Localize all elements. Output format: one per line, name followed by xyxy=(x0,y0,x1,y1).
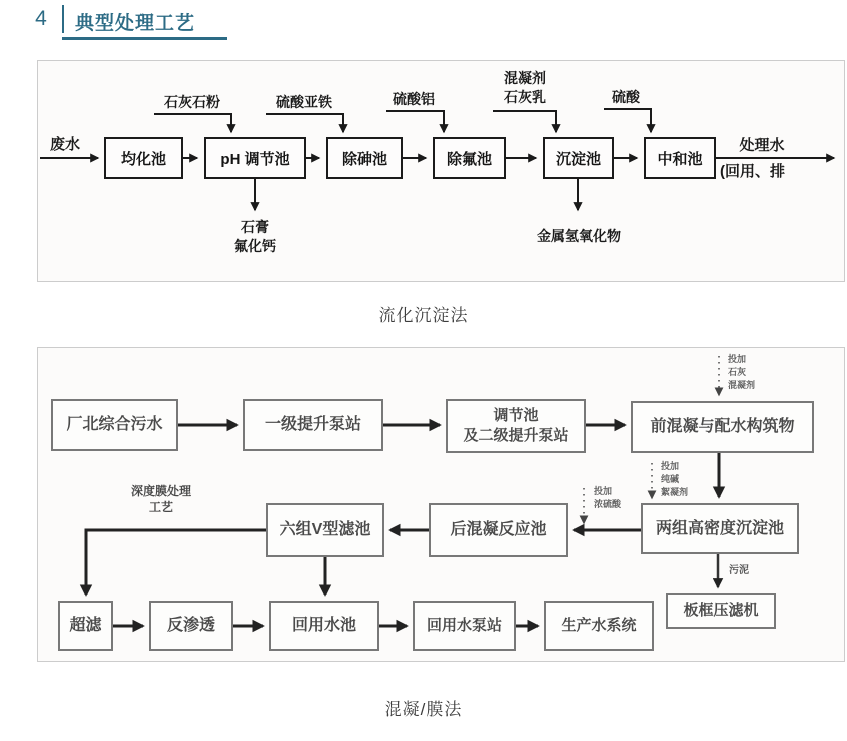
process-box-production-water-system: 生产水系统 xyxy=(544,601,654,651)
process-box-post-coagulation: 后混凝反应池 xyxy=(429,503,568,557)
note-dose-lime-coagulant xyxy=(728,353,755,392)
process-box-high-density-sedimentation: 两组高密度沉淀池 xyxy=(641,503,799,554)
process-box-ph-adjustment-tank: pH 调节池 xyxy=(204,137,306,179)
feed-line-ferrous-sulfate xyxy=(266,114,343,132)
note-dose2-line1: 投加 xyxy=(661,461,680,471)
note-dose2-line2: 纯碱 xyxy=(661,474,680,484)
process-box-fluoride-removal-tank: 除氟池 xyxy=(433,137,506,179)
process-box-reverse-osmosis: 反渗透 xyxy=(149,601,233,651)
label-metal-hydroxide: 金属氢氧化物 xyxy=(537,228,621,244)
feed-line-limestone xyxy=(154,114,231,132)
process-box-v-type-filter: 六组V型滤池 xyxy=(266,503,384,557)
note-dose1-line2: 石灰 xyxy=(728,367,747,377)
header-underline xyxy=(62,37,227,40)
label-lime-milk-line2: 石灰乳 xyxy=(504,89,546,105)
caption-coagulation-membrane: 混凝/膜法 xyxy=(384,700,463,719)
note-dose2-line3: 絮凝剂 xyxy=(661,487,689,497)
label-reuse-discharge: (回用、排 xyxy=(720,163,785,180)
caption-fluidized-sedimentation: 流化沉淀法 xyxy=(378,306,469,325)
label-gypsum-line1: 石膏 xyxy=(241,219,269,235)
process-box-ultrafiltration: 超滤 xyxy=(58,601,113,651)
label-coagulant-line1: 混凝剂 xyxy=(504,70,546,86)
feed-line-coagulant-lime xyxy=(493,111,556,132)
label-ferrous-sulfate: 硫酸亚铁 xyxy=(276,94,332,110)
process-box-neutralization-tank: 中和池 xyxy=(644,137,716,179)
feed-line-aluminum-sulfate xyxy=(386,111,444,132)
regulating-tank-line2: 及二级提升泵站 xyxy=(463,427,569,444)
process-box-filter-press: 板框压滤机 xyxy=(666,593,776,629)
note-dose1-line1: 投加 xyxy=(728,354,747,364)
process-box-arsenic-removal-tank: 除砷池 xyxy=(326,137,403,179)
membrane-label-line1: 深度膜处理 xyxy=(130,484,191,498)
label-deep-membrane-process xyxy=(114,483,208,515)
process-box-equalization-tank: 均化池 xyxy=(104,137,183,179)
label-treated-water: 处理水 xyxy=(739,137,785,154)
diagram-coagulation-membrane xyxy=(37,347,845,662)
section-title: 典型处理工艺 xyxy=(75,13,196,34)
process-box-first-lift-pump-station: 一级提升泵站 xyxy=(243,399,383,451)
process-box-regulating-tank xyxy=(446,399,586,453)
note-dose1-line3: 混凝剂 xyxy=(728,380,756,390)
label-gypsum-calcium-fluoride xyxy=(210,218,300,256)
process-box-plant-north-sewage: 厂北综合污水 xyxy=(51,399,178,451)
feed-line-sulfuric-acid xyxy=(604,109,651,132)
label-calcium-fluoride-line2: 氟化钙 xyxy=(234,238,276,254)
diagram-fluidized-sedimentation xyxy=(37,60,845,282)
label-coagulant-lime-milk xyxy=(490,69,560,107)
process-box-sedimentation-tank: 沉淀池 xyxy=(543,137,614,179)
label-limestone-powder: 石灰石粉 xyxy=(164,94,220,110)
header-divider xyxy=(62,5,64,33)
section-number: 4 xyxy=(35,7,47,30)
note-dose3-line1: 投加 xyxy=(594,486,613,496)
regulating-tank-line1: 调节池 xyxy=(493,407,539,424)
process-box-premix-distribution: 前混凝与配水构筑物 xyxy=(631,401,814,453)
flow-elbow-to-ultrafiltration xyxy=(86,530,266,595)
note-dose-conc-sulfuric-acid xyxy=(594,485,621,511)
label-wastewater: 废水 xyxy=(49,136,80,153)
process-box-reuse-pool: 回用水池 xyxy=(269,601,379,651)
note-sludge: 污泥 xyxy=(729,565,749,576)
note-dose-soda-flocculant xyxy=(661,460,688,499)
note-dose3-line2: 浓硫酸 xyxy=(594,499,622,509)
label-sulfuric-acid: 硫酸 xyxy=(612,89,640,105)
membrane-label-line2: 工艺 xyxy=(148,500,173,514)
process-box-reuse-pump-station: 回用水泵站 xyxy=(413,601,516,651)
label-aluminum-sulfate: 硫酸铝 xyxy=(393,91,435,107)
